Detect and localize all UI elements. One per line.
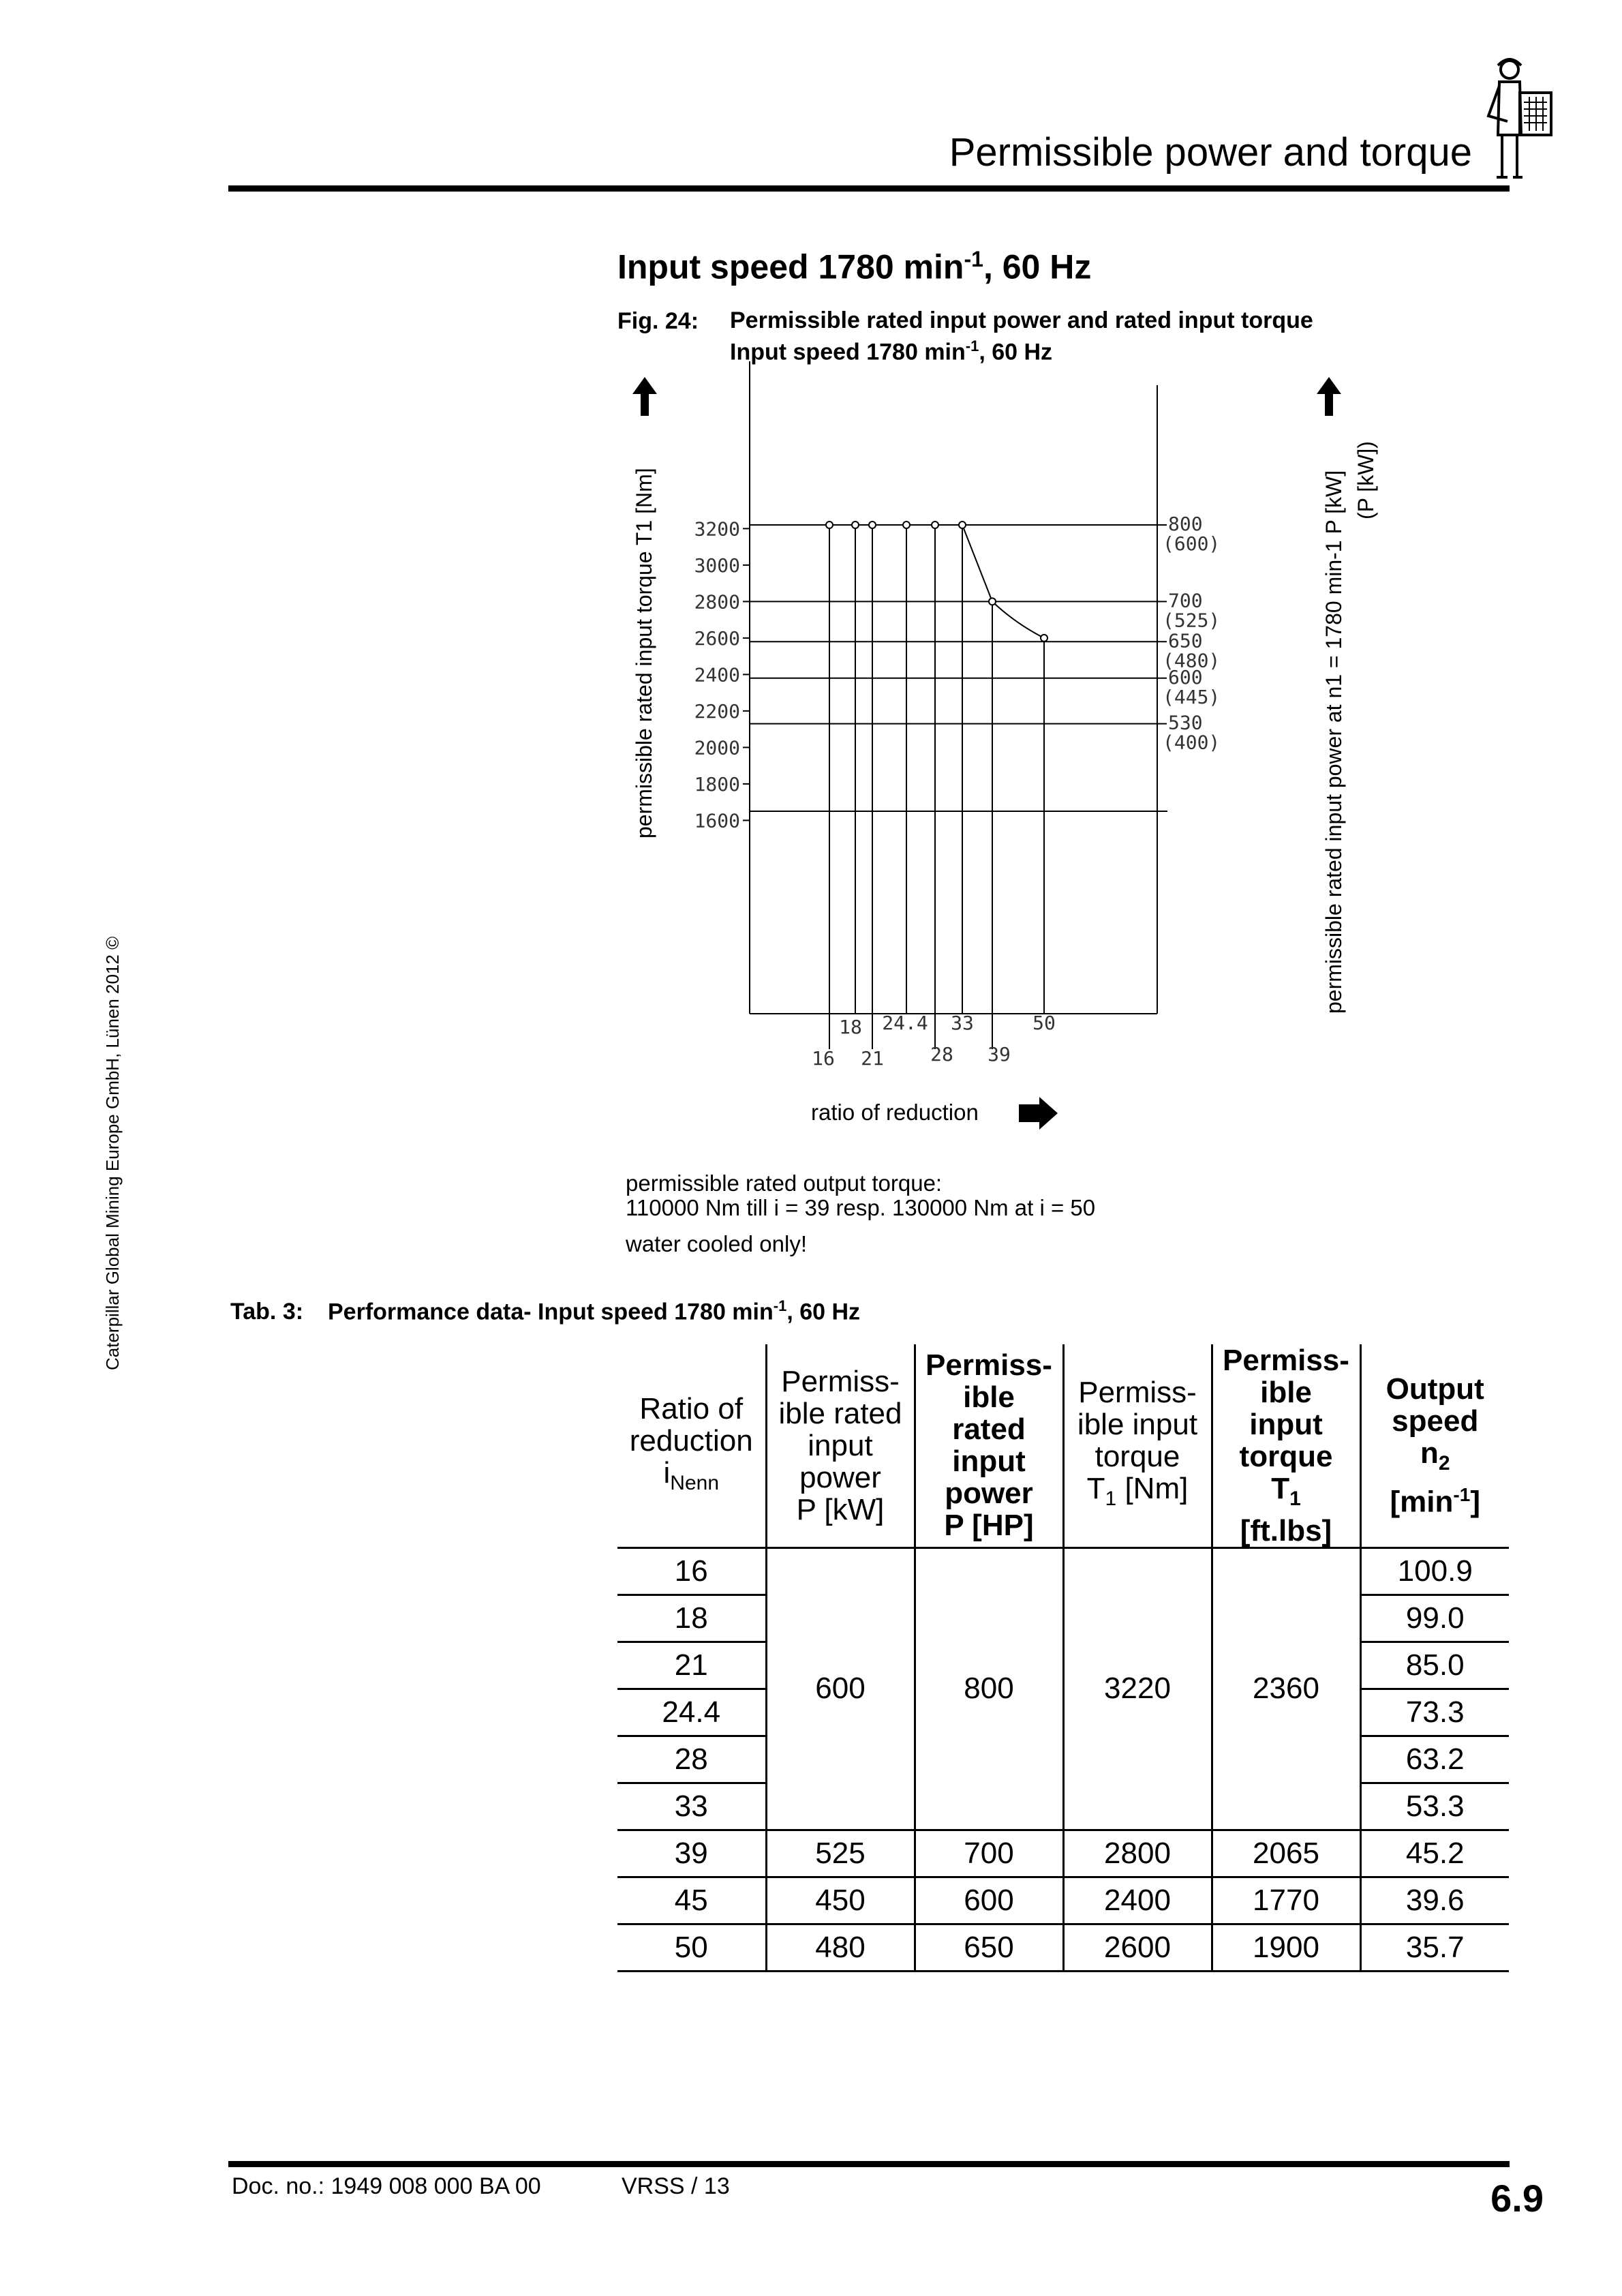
cell-power-kw: 600 <box>766 1547 915 1830</box>
y-axis-right-label <box>1321 441 1378 1014</box>
y-tick-label: 1600 <box>694 809 740 832</box>
header-ratio: Ratio of reduction $i_{Nenn}$ <box>617 1344 766 1547</box>
cell-ratio: 21 <box>617 1642 766 1689</box>
cell-ratio: 45 <box>617 1877 766 1924</box>
table-header-row <box>617 1344 1509 1547</box>
cell-power-kw: 480 <box>766 1924 915 1971</box>
header-torque-ftlbs: Permiss- ible input torque $T_1$ [ft.lbs] <box>1212 1344 1360 1547</box>
right-axis-kw-label: (400) <box>1163 731 1221 754</box>
page-number: 6.9 <box>1490 2177 1544 2220</box>
water-cooled-note: water cooled only! <box>626 1231 807 1256</box>
y-tick-label: 1800 <box>694 772 740 796</box>
header-rule <box>228 185 1510 192</box>
data-point <box>903 522 910 528</box>
y-axis-right-label-kw: (P [kW]) <box>1353 441 1378 519</box>
right-axis-kw-label: (445) <box>1163 685 1221 708</box>
table-row <box>617 1547 1509 1595</box>
cell-ratio: 18 <box>617 1595 766 1642</box>
cell-ratio: 39 <box>617 1830 766 1877</box>
x-tick-label: 39 <box>988 1043 1011 1066</box>
up-arrow-left-icon <box>632 377 657 416</box>
cell-speed: 100.9 <box>1360 1547 1509 1595</box>
cell-ratio: 28 <box>617 1736 766 1783</box>
right-axis-kw-label: (600) <box>1163 532 1221 556</box>
cell-torque-ftlbs: 1770 <box>1212 1877 1360 1924</box>
x-tick-label: 24.4 <box>882 1012 928 1034</box>
right-axis-hp-label: 530 <box>1168 711 1203 734</box>
right-axis-hp-label: 700 <box>1168 589 1203 612</box>
cell-power-hp: 800 <box>915 1547 1063 1830</box>
torque-power-chart <box>613 361 1390 1145</box>
data-point <box>932 522 938 528</box>
y-tick-label: 2800 <box>694 590 740 614</box>
right-axis-kw-label: (525) <box>1163 609 1221 632</box>
cell-speed: 39.6 <box>1360 1877 1509 1924</box>
right-axis-hp-label: 600 <box>1168 665 1203 689</box>
y-axis-left-label: permissible rated input torque T1 [Nm] <box>632 468 656 839</box>
header-power-kw: Permiss- ible rated input power P [kW] <box>766 1344 915 1547</box>
cell-power-kw: 525 <box>766 1830 915 1877</box>
cell-ratio: 24.4 <box>617 1689 766 1736</box>
x-tick-label: 18 <box>839 1016 862 1038</box>
cell-power-kw: 450 <box>766 1877 915 1924</box>
page-header-title: Permissible power and torque <box>949 130 1472 175</box>
cell-speed: 99.0 <box>1360 1595 1509 1642</box>
up-arrow-right-icon <box>1317 377 1341 416</box>
cell-torque-ftlbs: 2360 <box>1212 1547 1360 1830</box>
footer-version: VRSS / 13 <box>622 2173 730 2199</box>
cell-torque-nm: 2600 <box>1063 1924 1212 1971</box>
y-tick-label: 3200 <box>694 517 740 541</box>
torque-curve <box>829 525 1044 638</box>
data-point <box>852 522 859 528</box>
cell-power-hp: 700 <box>915 1830 1063 1877</box>
footer-rule <box>228 2161 1510 2167</box>
cell-ratio: 33 <box>617 1783 766 1830</box>
x-tick-label: 28 <box>930 1043 953 1066</box>
cell-power-hp: 600 <box>915 1877 1063 1924</box>
y-axis-right-label-power: permissible rated input power at n1 = 1780 min-1 P [kW] <box>1321 470 1346 1014</box>
cell-torque-ftlbs: 2065 <box>1212 1830 1360 1877</box>
x-tick-label: 50 <box>1032 1012 1056 1034</box>
output-torque-note: permissible rated output torque: 110000 Nm till i = 39 resp. 130000 Nm at i = 50 <box>626 1170 1096 1220</box>
cell-speed: 63.2 <box>1360 1736 1509 1783</box>
copyright-notice: Caterpillar Global Mining Europe GmbH, Lünen 2012 © <box>102 936 123 1370</box>
y-tick-label: 3000 <box>694 554 740 577</box>
cell-torque-ftlbs: 1900 <box>1212 1924 1360 1971</box>
cell-speed: 85.0 <box>1360 1642 1509 1689</box>
cell-speed: 73.3 <box>1360 1689 1509 1736</box>
data-point <box>869 522 876 528</box>
right-axis-hp-label: 800 <box>1168 513 1203 536</box>
x-axis-label: ratio of reduction <box>811 1100 979 1125</box>
cell-torque-nm: 2800 <box>1063 1830 1212 1877</box>
table-row <box>617 1924 1509 1971</box>
cell-speed: 53.3 <box>1360 1783 1509 1830</box>
cell-ratio: 16 <box>617 1547 766 1595</box>
y-tick-label: 2200 <box>694 699 740 723</box>
header-output-speed: Output speed $n_2$ $[\min^{-1}]$ <box>1360 1344 1509 1547</box>
cell-speed: 35.7 <box>1360 1924 1509 1971</box>
y-tick-label: 2600 <box>694 626 740 650</box>
x-tick-label: 33 <box>951 1012 974 1034</box>
right-arrow-icon <box>1019 1097 1058 1130</box>
section-title: Input speed 1780 $\min^{-1}$, 60 Hz <box>617 247 1092 286</box>
cell-speed: 45.2 <box>1360 1830 1509 1877</box>
figure-title: Permissible rated input power and rated input torque Input speed 1780 $\min^{-1}$, 60 Hz <box>730 307 1313 365</box>
cell-power-hp: 650 <box>915 1924 1063 1971</box>
figure-number: Fig. 24: <box>617 308 699 334</box>
x-tick-label: 21 <box>861 1047 884 1070</box>
right-axis-hp-label: 650 <box>1168 629 1203 652</box>
footer-doc-number: Doc. no.: 1949 008 000 BA 00 <box>232 2173 541 2199</box>
cell-torque-nm: 2400 <box>1063 1877 1212 1924</box>
table-row <box>617 1830 1509 1877</box>
cell-torque-nm: 3220 <box>1063 1547 1212 1830</box>
data-point <box>989 598 996 605</box>
worker-with-clipboard-icon <box>1479 53 1561 183</box>
table-caption: Tab. 3: Performance data- Input speed 1780 $\min^{-1}$, 60 Hz <box>230 1297 861 1325</box>
header-torque-nm: Permiss- ible input torque $T_1$ [Nm] <box>1063 1344 1212 1547</box>
cell-ratio: 50 <box>617 1924 766 1971</box>
y-tick-label: 2000 <box>694 736 740 759</box>
table-row <box>617 1877 1509 1924</box>
performance-table <box>617 1344 1509 1972</box>
header-power-hp: Permiss- ible rated input power P [HP] <box>915 1344 1063 1547</box>
data-point <box>1041 635 1047 641</box>
right-axis-kw-label: (480) <box>1163 649 1221 672</box>
data-point <box>826 522 833 528</box>
data-point <box>959 522 966 528</box>
y-tick-label: 2400 <box>694 663 740 686</box>
x-tick-label: 16 <box>812 1047 835 1070</box>
